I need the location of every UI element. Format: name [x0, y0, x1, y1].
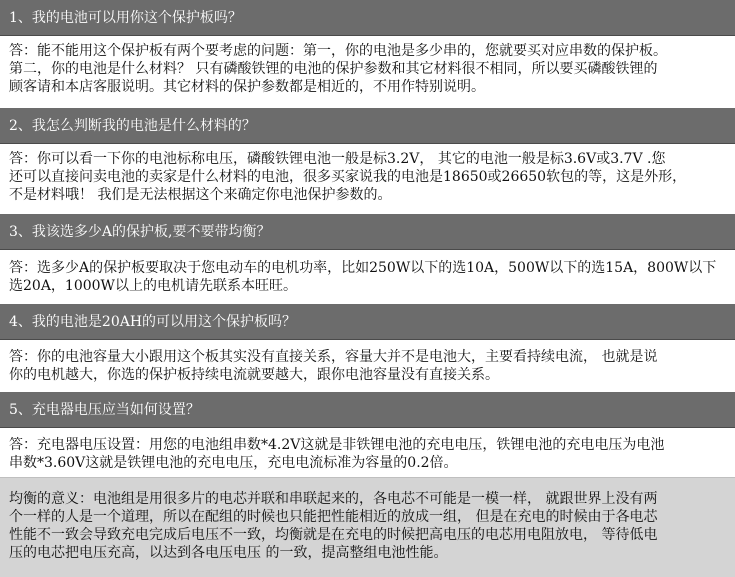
- question-text: 3、我该选多少A的保护板,要不要带均衡？: [9, 224, 271, 240]
- balance-note-box: [0, 477, 735, 577]
- answer-line: 串数*3.60V这就是铁锂电池的充电电压，充电电流标准为容量的0.2倍。: [9, 455, 458, 471]
- answer-line: 顾客请和本店客服说明。其它材料的保护参数都是相近的，不用作特别说明。: [9, 79, 485, 95]
- answer-line: 答：能不能用这个保护板有两个要考虑的问题：第一，你的电池是多少串的，您就要买对应串数的保护板。: [9, 43, 667, 59]
- answer-block-5: [9, 436, 729, 472]
- question-text: 1、我的电池可以用你这个保护板吗？: [9, 10, 242, 26]
- note-line: 个一样的人是一个道理，所以在配组的时候也只能把性能相近的放成一组， 但是在充电的时候由于各电芯: [9, 509, 658, 525]
- question-text: 5、充电器电压应当如何设置？: [9, 402, 200, 418]
- answer-line: 你的电机越大，你选的保护板持续电流就要越大，跟你电池容量没有直接关系。: [9, 367, 499, 383]
- answer-line: 还可以直接问卖电池的卖家是什么材料的电池，很多买家说我的电池是18650或26650软包的等，这是外形，: [9, 169, 687, 185]
- note-line: 性能不一致会导致充电完成后电压不一致，均衡就是在充电的时候把高电压的电芯用电阻放电， 等待低电: [9, 527, 658, 543]
- answer-line: 选20A，1000W以上的电机请先联系本旺旺。: [9, 278, 297, 294]
- answer-line: 答：你可以看一下你的电池标称电压，磷酸铁锂电池一般是标3.2V， 其它的电池一般是标3.6V或3.7V .您: [9, 151, 666, 167]
- answer-line: 第二，你的电池是什么材料？ 只有磷酸铁锂的电池的保护参数和其它材料很不相同，所以要买磷酸铁锂的: [9, 61, 658, 77]
- question-text: 2、我怎么判断我的电池是什么材料的？: [9, 118, 256, 134]
- question-bar-3: [0, 214, 735, 250]
- answer-line: 答：选多少A的保护板要取决于您电动车的电机功率，比如250W以下的选10A，500W以下的选15A，800W以下: [9, 260, 717, 276]
- note-line: 压的电芯把电压充高，以达到各电压电压 的一致，提高整组电池性能。: [9, 545, 448, 561]
- question-bar-4: [0, 304, 735, 340]
- question-text: 4、我的电池是20AH的可以用这个保护板吗？: [9, 314, 297, 330]
- question-bar-5: [0, 392, 735, 428]
- answer-block-1: [9, 42, 729, 96]
- answer-line: 答：你的电池容量大小跟用这个板其实没有直接关系，容量大并不是电池大，主要看持续电流， 也就是说: [9, 349, 658, 365]
- answer-line: 答：充电器电压设置：用您的电池组串数*4.2V这就是非铁锂电池的充电电压，铁锂电池的充电电压为电池: [9, 437, 665, 453]
- answer-block-2: [9, 150, 729, 204]
- answer-block-4: [9, 348, 729, 384]
- balance-note-text: [9, 490, 729, 562]
- question-bar-1: [0, 0, 735, 36]
- question-bar-2: [0, 108, 735, 144]
- answer-line: 不是材料哦！ 我们是无法根据这个来确定你电池保护参数的。: [9, 187, 392, 203]
- note-line: 均衡的意义：电池组是用很多片的电芯并联和串联起来的，各电芯不可能是一模一样， 就跟世界上没有两: [9, 491, 658, 507]
- answer-block-3: [9, 259, 729, 295]
